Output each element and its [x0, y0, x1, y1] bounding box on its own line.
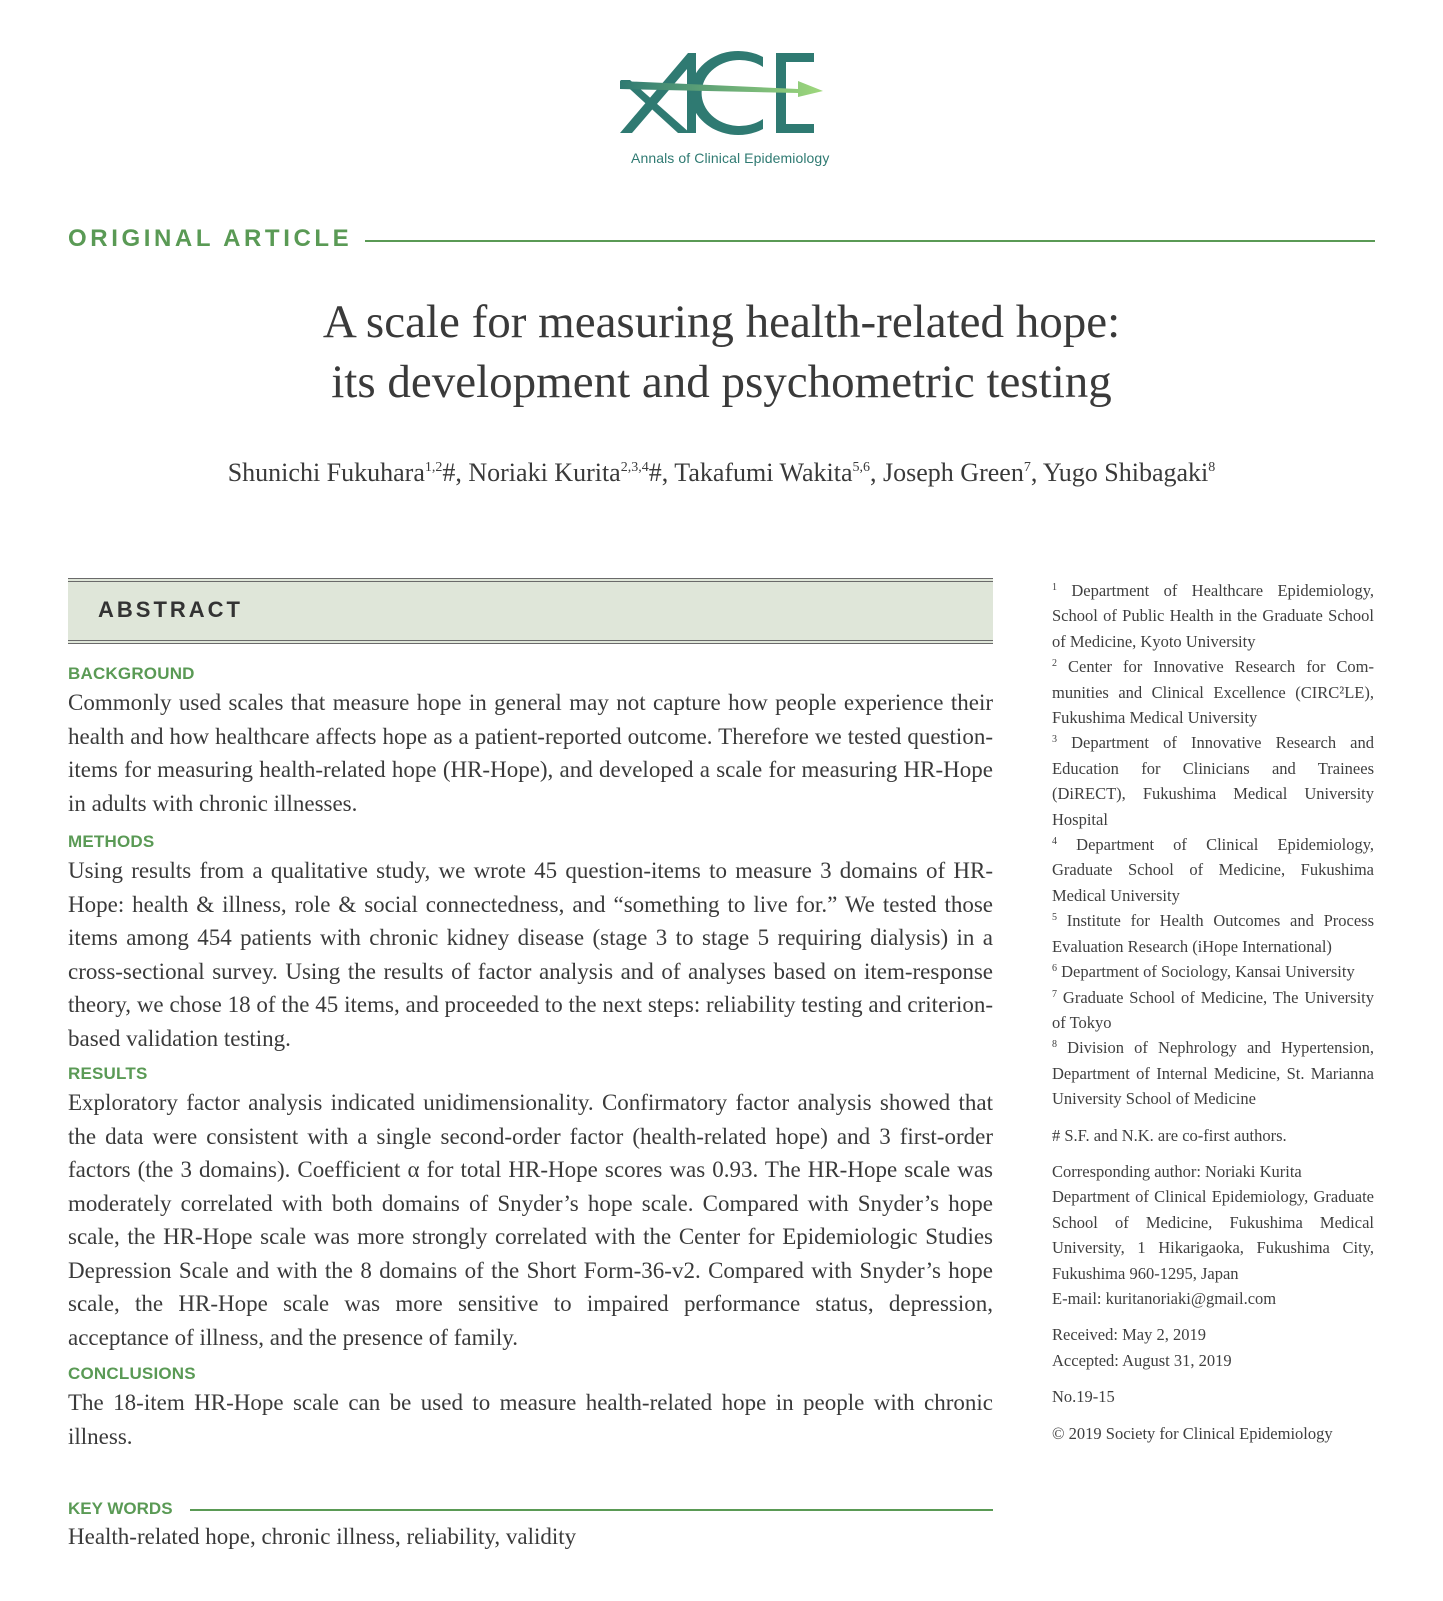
abstract-heading: ABSTRACT — [98, 597, 243, 622]
co-first-author-note: # S.F. and N.K. are co-first authors. — [1052, 1125, 1287, 1145]
keywords-text: Health-related hope, chronic illness, reliability, validity — [68, 1524, 577, 1549]
author-affiliation-ref: 2,3,4 — [620, 460, 649, 475]
author: Yugo Shibagaki$^8$ — [1042, 458, 1216, 487]
corresponding-author-address: Department of Clinical Epidemiology, Graduate School of Medicine, Fukushima Medical University, 1 Hikarigaoka, Fukushima City, Fukushima 960-1295, Japan — [1052, 1187, 1374, 1283]
affiliation-item: $^4$ Department of Clinical Epidemiology, Graduate School of Medicine, Fukushima Medical University — [1052, 835, 1374, 905]
journal-name: Annals of Clinical Epidemiology — [631, 150, 830, 166]
affiliation-item: $^5$ Institute for Health Outcomes and Process Evaluation Research (iHope International) — [1052, 911, 1375, 956]
section-body-methods: Using results from a qualitative study, we wrote 45 question-items to measure 3 domains of HR-Hope: health & illness, role & social connectedness, and “something to live for.” We tested those items among 454 patients with chronic kidney disease (stage 3 to stage 5 requiring dialysis) in a cross-sectional survey. Using the results of factor analysis and of analyses based on item-response theory, we chose 18 of the 45 items, and proceeded to the next steps: reliability testing and criterion-based validation testing. — [68, 858, 993, 1051]
author: Shunichi Fukuhara$^{1,2}$# — [227, 458, 456, 487]
keywords-rule — [190, 1509, 993, 1511]
author-affiliation-ref: 7 — [1023, 460, 1031, 475]
accepted-date: Accepted: August 31, 2019 — [1052, 1350, 1232, 1370]
author: Takafumi Wakita$^{5,6}$ — [674, 458, 871, 487]
author: Noriaki Kurita$^{2,3,4}$# — [468, 458, 662, 487]
article-type-label: ORIGINAL ARTICLE — [68, 225, 353, 252]
keywords-heading: KEY WORDS — [68, 1499, 173, 1518]
article-title — [0, 292, 1443, 412]
section-body-conclusions: The 18-item HR-Hope scale can be used to measure health-related hope in people with chronic illness. — [68, 1390, 993, 1449]
title-line-2: its development and psychometric testing — [331, 356, 1112, 408]
ace-logo-icon — [618, 45, 848, 145]
section-body-results: Exploratory factor analysis indicated unidimensionality. Confirmatory factor analysis showed that the data were consistent with a single second-order factor (health-related hope) and 3 first-order factors (the 3 domains). Coefficient α for total HR-Hope scores was 0.93. The HR-Hope scale was moderately correlated with both domains of Snyder’s hope scale. Compared with Snyder’s hope scale, the HR-Hope scale was more strongly correlated with the Center for Epidemiologic Studies Depression Scale and with the 8 domains of the Short Form-36-v2. Compared with Snyder’s hope scale, the HR-Hope scale was more sensitive to impaired performance status, depression, acceptance of illness, and the presence of family. — [68, 1090, 993, 1350]
section-heading-background: BACKGROUND — [68, 664, 195, 683]
author-list: Shunichi Fukuhara$^{1,2}$#, Noriaki Kurita$^{2,3,4}$#, Takafumi Wakita$^{5,6}$, Joseph Green$^7$, Yugo Shibagaki$^8$ — [227, 458, 1216, 487]
article-type-rule — [365, 240, 1375, 242]
affiliation-item: $^3$ Department of Innovative Research and Education for Clinicians and Trainees (DiRECT), Fukushima Medical University Hospital — [1052, 733, 1374, 829]
corresponding-author-label: Corresponding author: Noriaki Kurita — [1052, 1161, 1302, 1181]
section-body-background: Commonly used scales that measure hope in general may not capture how people experience their health and how healthcare affects hope as a patient-reported outcome. Therefore we tested question-items for measuring health-related hope (HR-Hope), and developed a scale for measuring HR-Hope in adults with chronic illnesses. — [68, 690, 993, 816]
title-line-1: A scale for measuring health-related hope: — [322, 296, 1121, 348]
author: Joseph Green$^7$ — [883, 458, 1031, 487]
affiliation-item: $^8$ Division of Nephrology and Hypertension, Department of Internal Medicine, St. Marianna University School of Medicine — [1052, 1038, 1375, 1109]
received-date: Received: May 2, 2019 — [1052, 1325, 1206, 1345]
affiliation-item: $^2$ Center for Innovative Research for Communities and Clinical Excellence (CIRC²LE), Fukushima Medical University — [1052, 657, 1375, 728]
section-heading-results: RESULTS — [68, 1064, 148, 1083]
author-affiliation-ref: 5,6 — [852, 460, 871, 475]
corresponding-author-block — [1052, 1159, 1374, 1311]
section-heading-methods: METHODS — [68, 832, 155, 851]
affiliation-item: $^1$ Department of Healthcare Epidemiology, School of Public Health in the Graduate School of Medicine, Kyoto University — [1052, 581, 1374, 651]
affiliations-column — [1052, 578, 1374, 1446]
author-affiliation-ref: 8 — [1208, 460, 1216, 475]
author-affiliation-ref: 1,2 — [424, 460, 443, 475]
section-heading-conclusions: CONCLUSIONS — [68, 1364, 196, 1383]
dates-block — [1052, 1322, 1374, 1373]
affiliation-item: $^7$ Graduate School of Medicine, The University of Tokyo — [1052, 987, 1374, 1032]
corresponding-author-email[interactable]: E-mail: kuritanoriaki@gmail.com — [1052, 1288, 1277, 1308]
journal-logo — [618, 45, 848, 175]
article-number: No.19-15 — [1052, 1387, 1115, 1407]
affiliation-item: $^6$ Department of Sociology, Kansai University — [1052, 962, 1355, 982]
copyright-notice: © 2019 Society for Clinical Epidemiology — [1052, 1423, 1333, 1443]
abstract-header-bar — [68, 578, 993, 644]
